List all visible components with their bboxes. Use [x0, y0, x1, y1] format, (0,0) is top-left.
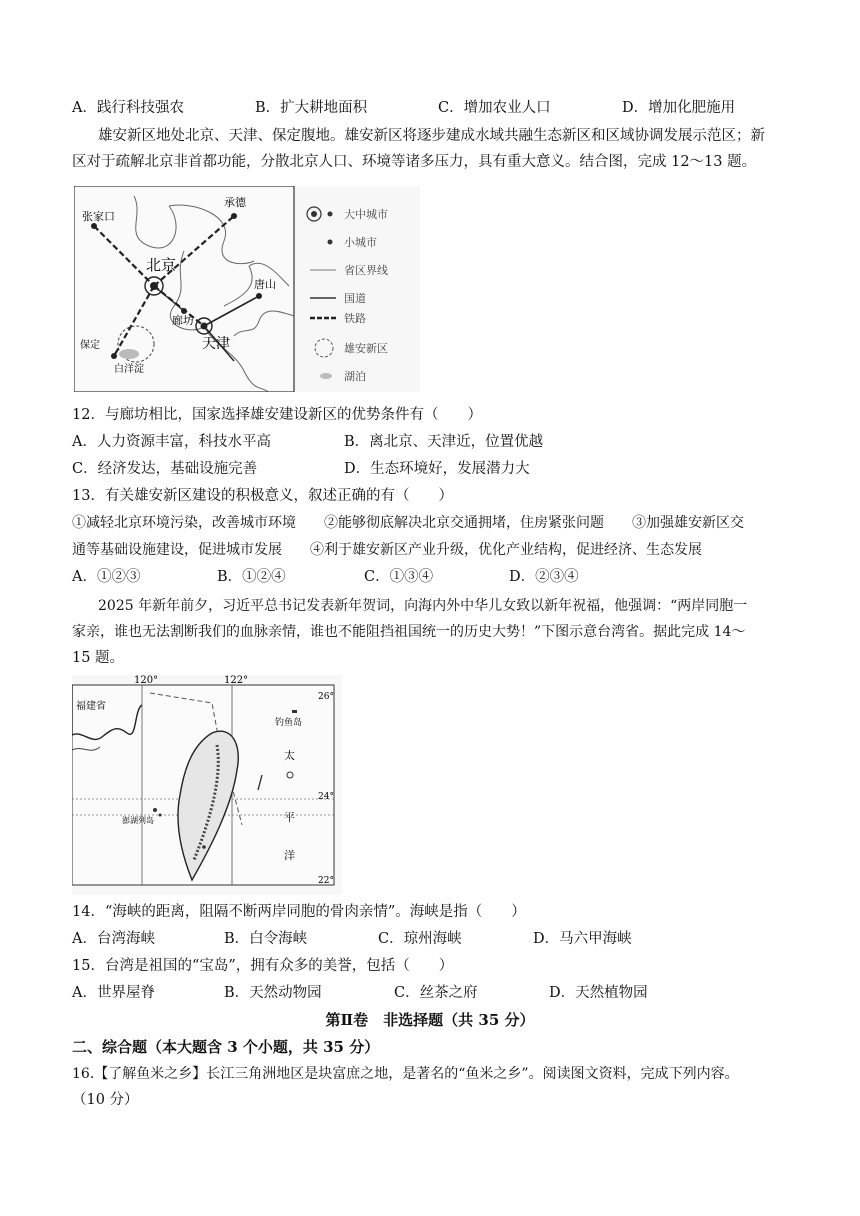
- map2-label-tai: 太: [284, 749, 295, 762]
- q13-option-a: A．①②③: [72, 569, 141, 585]
- q13-statements-line-1: ①减轻北京环境污染，改善城市环境 ②能够彻底解决北京交通拥堵，住房紧张问题 ③加强雄安新区交: [72, 515, 744, 531]
- q14-option-b: B．白令海峡: [224, 931, 308, 947]
- q16-stem-line-1: 16.【了解鱼米之乡】长江三角洲地区是块富庶之地，是著名的“鱼米之乡”。阅读图文资料，完成下列内容。: [72, 1066, 739, 1082]
- map2-label-penghu: 澎湖列岛: [122, 816, 154, 825]
- legend-boundary: 省区界线: [344, 264, 388, 277]
- taiwan-map-figure: [72, 675, 342, 895]
- legend-highway: 国道: [344, 292, 366, 305]
- map1-label-baiyangdian: 白洋淀: [114, 364, 144, 375]
- lon-label-122: 122°: [224, 675, 249, 686]
- q15-option-d: D．天然植物园: [549, 985, 648, 1001]
- q13-statements-line-2: 通等基础设施建设，促进城市发展 ④利于雄安新区产业升级，优化产业结构，促进经济、生态发展: [72, 542, 702, 558]
- map2-label-diaoyu: 钓鱼岛: [275, 718, 303, 728]
- taiwan-map: [72, 675, 342, 895]
- q12-option-d: D．生态环境好，发展潜力大: [344, 461, 530, 477]
- map1-label-tangshan: 唐山: [254, 278, 276, 291]
- part2-title: 第Ⅱ卷 非选择题（共 35 分）: [325, 1011, 535, 1029]
- q11-option-c: C．增加农业人口: [438, 100, 551, 116]
- taiwan-intro-line-2: 家亲，谁也无法割断我们的血脉亲情，谁也不能阻挡祖国统一的历史大势！”下图示意台湾省。据此完成 14～: [72, 624, 746, 640]
- map1-label-beijing: 北京: [146, 256, 177, 274]
- legend-big-city: 大中城市: [344, 208, 388, 221]
- q13-stem: 13．有关雄安新区建设的积极意义，叙述正确的有（ ）: [72, 488, 453, 504]
- q15-option-b: B．天然动物园: [224, 985, 322, 1001]
- taiwan-intro-line-3: 15 题。: [72, 650, 125, 666]
- map1-label-tianjin: 天津: [202, 336, 230, 352]
- map2-label-fujian: 福建省: [76, 701, 106, 712]
- legend-lake: 湖泊: [344, 370, 366, 383]
- map1-label-langfang: 廊坊: [172, 314, 194, 327]
- taiwan-intro-line-1: 2025 年新年前夕，习近平总书记发表新年贺词，向海内外中华儿女致以新年祝福，他强调：“两岸同胞一: [98, 598, 748, 614]
- lat-label-26: 26°: [318, 692, 334, 702]
- q14-stem: 14．“海峡的距离，阻隔不断两岸同胞的骨肉亲情”。海峡是指（ ）: [72, 904, 526, 920]
- lat-label-24: 24°: [318, 792, 334, 802]
- q15-option-c: C．丝茶之府: [394, 985, 478, 1001]
- xiongan-intro-line-2: 区对于疏解北京非首都功能，分散北京人口、环境等诸多压力，具有重大意义。结合图，完成 12～13 题。: [72, 154, 757, 170]
- map1-label-chengde: 承德: [224, 196, 246, 209]
- map1-label-baoding: 保定: [80, 340, 100, 351]
- q12-option-c: C．经济发达，基础设施完善: [72, 461, 258, 477]
- q15-option-a: A．世界屋脊: [72, 985, 155, 1001]
- q14-option-c: C．琼州海峡: [378, 931, 462, 947]
- xiongan-map-figure: [74, 186, 420, 392]
- q12-option-b: B．离北京、天津近，位置优越: [344, 434, 544, 450]
- xiongan-intro-line-1: 雄安新区地处北京、天津、保定腹地。雄安新区将逐步建成水域共融生态新区和区域协调发展示范区；新: [98, 128, 765, 144]
- xiongan-map: [74, 186, 420, 392]
- q13-option-b: B．①②④: [217, 569, 286, 585]
- legend-xiongan: 雄安新区: [344, 342, 388, 355]
- q15-stem: 15．台湾是祖国的“宝岛”，拥有众多的美誉，包括（ ）: [72, 958, 454, 974]
- map2-label-yang: 洋: [284, 849, 295, 862]
- q13-option-c: C．①③④: [364, 569, 434, 585]
- q11-option-b: B．扩大耕地面积: [255, 100, 368, 116]
- map1-legend: [307, 207, 388, 383]
- q14-option-d: D．马六甲海峡: [533, 931, 632, 947]
- map2-label-ping: 平: [284, 811, 295, 824]
- legend-railway: 铁路: [344, 312, 366, 325]
- map1-label-zhangjiakou: 张家口: [82, 210, 115, 223]
- lon-label-120: 120°: [134, 675, 159, 686]
- q16-stem-line-2: （10 分）: [72, 1092, 139, 1108]
- q12-option-a: A．人力资源丰富，科技水平高: [72, 434, 271, 450]
- q13-option-d: D．②③④: [509, 569, 579, 585]
- q12-stem: 12．与廊坊相比，国家选择雄安建设新区的优势条件有（ ）: [72, 407, 482, 423]
- q14-option-a: A．台湾海峡: [72, 931, 155, 947]
- section2-title: 二、综合题（本大题含 3 个小题，共 35 分）: [72, 1038, 380, 1056]
- lat-label-22: 22°: [318, 876, 334, 886]
- q11-option-a: A．践行科技强农: [72, 100, 184, 116]
- q11-option-d: D．增加化肥施用: [622, 100, 736, 116]
- legend-small-city: 小城市: [344, 236, 377, 249]
